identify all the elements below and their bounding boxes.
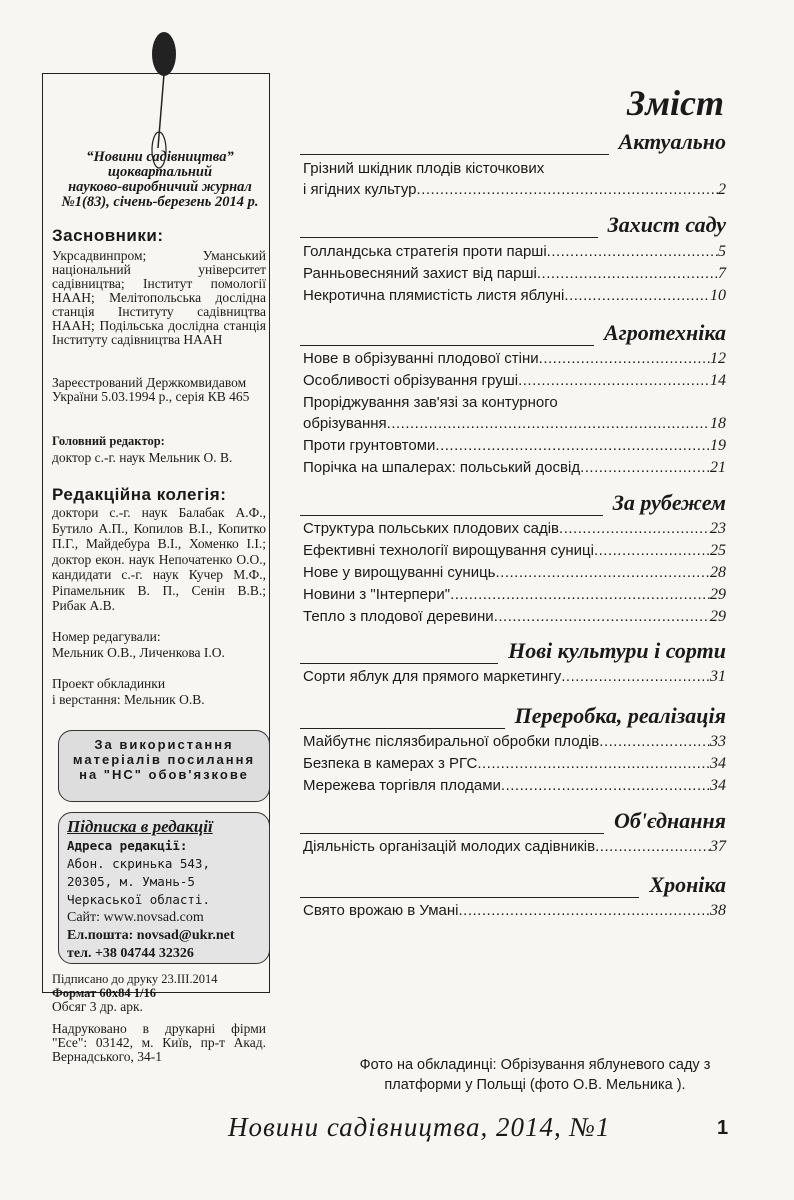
editors-names: Мельник О.В., Личенкова І.О. xyxy=(52,645,225,660)
toc-entry[interactable] xyxy=(303,435,726,457)
design-heading: Проект обкладинки xyxy=(52,676,166,691)
toc-entry[interactable] xyxy=(303,584,726,606)
entry-page: 28 xyxy=(710,564,726,581)
printed-date: Підписано до друку 23.ІІІ.2014 xyxy=(52,972,218,986)
entry-label: Сорти яблук для прямого маркетингу xyxy=(303,668,562,685)
toc-section xyxy=(300,872,726,898)
section-title: За рубежем xyxy=(603,490,726,516)
entry-label: Безпека в камерах з РГС xyxy=(303,755,478,772)
toc-section xyxy=(300,129,726,155)
address-line-2: 20305, м. Умань-5 xyxy=(67,874,195,889)
section-title: Захист саду xyxy=(598,212,726,238)
entry-label: Ефективні технології вирощування суниці xyxy=(303,542,594,559)
toc-entry[interactable] xyxy=(303,666,726,688)
entry-label: Мережева торгівля плодами xyxy=(303,777,501,794)
address-line-3: Черкаської області. xyxy=(67,892,210,907)
entry-label: Свято врожаю в Умані xyxy=(303,902,459,919)
entry-page: 2 xyxy=(718,181,726,198)
entry-label: Проти грунтовтоми xyxy=(303,437,436,454)
entry-page: 34 xyxy=(710,777,726,794)
entry-label: Майбутнє післязбиральної обробки плодів xyxy=(303,733,600,750)
toc-section xyxy=(300,808,726,834)
entry-page: 19 xyxy=(710,437,726,454)
site-link[interactable]: Сайт: www.novsad.com xyxy=(67,910,204,925)
entry-page: 29 xyxy=(710,608,726,625)
entry-page: 37 xyxy=(710,838,726,855)
entry-page: 25 xyxy=(710,542,726,559)
toc-entry[interactable] xyxy=(303,540,726,562)
toc-entry[interactable] xyxy=(303,392,726,414)
chief-editor-name: доктор с.-г. наук Мельник О. В. xyxy=(52,450,233,465)
section-title: Актуально xyxy=(609,129,726,155)
toc-title: Зміст xyxy=(627,83,724,123)
chief-editor-heading: Головний редактор: xyxy=(52,434,165,448)
entry-label: Тепло з плодової деревини xyxy=(303,608,494,625)
volume: Обсяг 3 др. арк. xyxy=(52,999,143,1014)
entry-label: Структура польських плодових садів xyxy=(303,520,560,537)
address-line-1: Абон. скринька 543, xyxy=(67,856,210,871)
subscription-title: Підписка в редакції xyxy=(67,817,213,836)
founders-heading: Засновники: xyxy=(52,226,164,245)
toc-section xyxy=(300,212,726,238)
board-text: доктори с.-г. наук Балабак А.Ф., Бутило А.П., Копилов В.І., Копитко П.Г., Майдебура В.І., Хоменко І.І.; доктор екон. наук Непочатенко О.О., кандидати с.-г. наук Кучер М.Ф., Ріпамельник В. П., Сенін В.В.; Рибак А.В. xyxy=(52,505,266,613)
entry-label: і ягідних культур xyxy=(303,181,417,198)
entry-page: 34 xyxy=(710,755,726,772)
magazine-info xyxy=(52,150,268,210)
toc-entry[interactable] xyxy=(303,606,726,628)
board-heading: Редакційна колегія: xyxy=(52,485,227,504)
toc-entry[interactable] xyxy=(303,836,726,858)
toc-section xyxy=(300,320,726,346)
entry-label: Нове у вирощуванні суниць xyxy=(303,564,496,581)
toc-entry[interactable] xyxy=(303,263,726,285)
toc-entry[interactable] xyxy=(303,900,726,922)
entry-page: 10 xyxy=(710,287,726,304)
entry-label: Грізний шкідник плодів кісточкових xyxy=(303,160,545,177)
entry-label: Нове в обрізуванні плодової стіни xyxy=(303,350,539,367)
entry-label: Новини з "Інтерпери" xyxy=(303,586,451,603)
photo-caption: Фото на обкладинці: Обрізування яблуневого саду з платформи у Польщі (фото О.В. Мельника ). xyxy=(359,1057,711,1093)
entry-page: 33 xyxy=(710,733,726,750)
format: Формат 60х84 1/16 xyxy=(52,986,156,1000)
toc-entry[interactable] xyxy=(303,179,726,201)
entry-page: 21 xyxy=(710,459,726,476)
design-names: і верстання: Мельник О.В. xyxy=(52,692,205,707)
magazine-type: науково-виробничий журнал xyxy=(68,179,252,195)
entry-label: Проріджування зав'язі за контурного xyxy=(303,394,558,411)
section-title: Агротехніка xyxy=(594,320,726,346)
section-title: Об'єднання xyxy=(604,808,726,834)
toc-entry[interactable] xyxy=(303,775,726,797)
page-number: 1 xyxy=(717,1117,729,1139)
toc-entry[interactable] xyxy=(303,158,726,180)
section-title: Хроніка xyxy=(639,872,726,898)
toc-section xyxy=(300,703,726,729)
toc-entry[interactable] xyxy=(303,457,726,479)
printer: Надруковано в друкарні фірми "Есе": 03142, м. Київ, пр-т Акад. Вернадського, 34-1 xyxy=(52,1021,266,1064)
phone-number: тел. +38 04744 32326 xyxy=(67,946,194,961)
entry-label: Голландська стратегія проти парші xyxy=(303,243,547,260)
entry-page: 7 xyxy=(718,265,726,282)
subscription-box xyxy=(58,812,270,964)
magazine-period: щоквартальний xyxy=(107,164,213,180)
toc-section xyxy=(300,638,726,664)
toc-entry[interactable] xyxy=(303,562,726,584)
magazine-name: “Новини садівництва” xyxy=(86,149,234,165)
entry-page: 23 xyxy=(710,520,726,537)
entry-label: Некротична плямистість листя яблуні xyxy=(303,287,565,304)
address-heading: Адреса редакції: xyxy=(67,838,188,853)
section-title: Переробка, реалізація xyxy=(505,703,726,729)
copyright-notice: За використання матеріалів посилання на "НС" обов'язкове xyxy=(58,730,270,802)
entry-label: Особливості обрізування груші xyxy=(303,372,519,389)
entry-label: Діяльність організацій молодих садівників xyxy=(303,838,596,855)
entry-label: Порічка на шпалерах: польський досвід xyxy=(303,459,581,476)
entry-page: 18 xyxy=(710,415,726,432)
registration-text: Зареєстрований Держкомвидавом України 5.03.1994 р., серія КВ 465 xyxy=(52,375,250,404)
toc-entry[interactable] xyxy=(303,348,726,370)
entry-page: 12 xyxy=(710,350,726,367)
entry-page: 38 xyxy=(710,902,726,919)
toc-entry[interactable] xyxy=(303,241,726,263)
toc-entry[interactable] xyxy=(303,753,726,775)
toc-entry[interactable] xyxy=(303,413,726,435)
section-title: Нові культури і сорти xyxy=(498,638,726,664)
magazine-issue: №1(83), січень-березень 2014 р. xyxy=(61,194,259,210)
page-footer: Новини садівництва, 2014, №1 xyxy=(228,1112,611,1142)
entry-page: 31 xyxy=(710,668,726,685)
entry-page: 29 xyxy=(710,586,726,603)
toc-entry[interactable] xyxy=(303,731,726,753)
toc-entry[interactable] xyxy=(303,518,726,540)
entry-page: 5 xyxy=(718,243,726,260)
email-link[interactable]: Ел.пошта: novsad@ukr.net xyxy=(67,928,235,943)
entry-label: Ранньовесняний захист від парші xyxy=(303,265,537,282)
toc-entry[interactable] xyxy=(303,370,726,392)
editors-heading: Номер редагували: xyxy=(52,629,161,644)
entry-page: 14 xyxy=(710,372,726,389)
founders-text: Укрсадвинпром; Уманський національний університет садівництва; Інститут помології НААН; Мелітопольська дослідна станція Інституту садівництва НААН; Подільська дослідна станція Інституту садівництва НААН xyxy=(52,248,266,347)
entry-label: обрізування xyxy=(303,415,387,432)
toc-section xyxy=(300,490,726,516)
toc-entry[interactable] xyxy=(303,285,726,307)
